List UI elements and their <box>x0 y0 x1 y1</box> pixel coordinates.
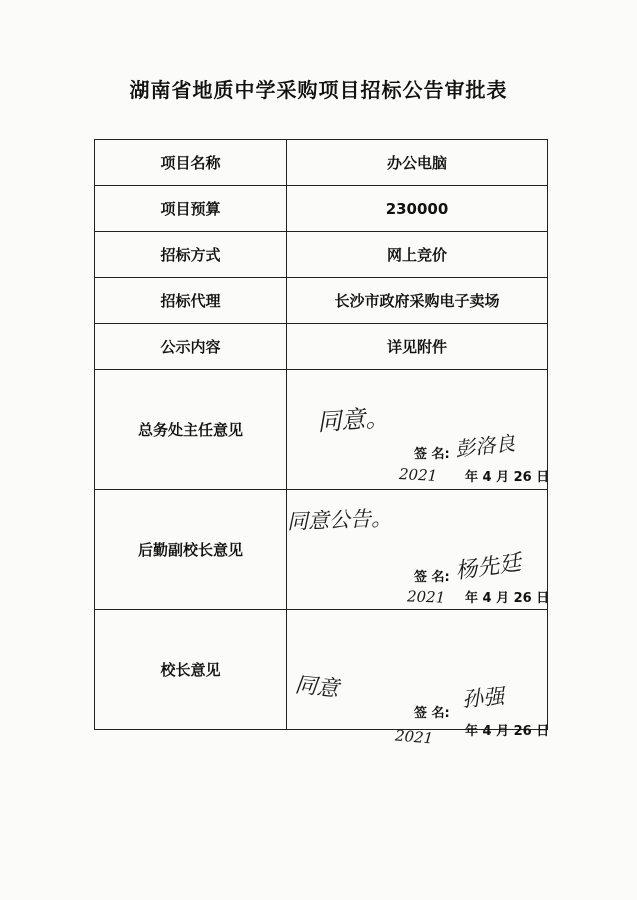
table-row <box>95 232 548 278</box>
row-label: 招标方式 <box>95 232 287 278</box>
form-title: 湖南省地质中学采购项目招标公告审批表 <box>129 78 508 102</box>
row-value: 230000 <box>287 186 548 232</box>
handwritten-signature: 杨先廷 <box>453 550 523 585</box>
approval-form-table <box>94 139 550 748</box>
handwritten-year: 2021 <box>398 465 438 485</box>
approval-date: 年 4 月 26 日 <box>465 591 550 606</box>
approval-date: 年 4 月 26 日 <box>465 724 550 739</box>
handwritten-signature: 彭洛良 <box>454 430 517 462</box>
row-label: 项目预算 <box>95 186 287 232</box>
handwritten-comment: 同意公告。 <box>286 506 393 534</box>
handwritten-year: 2021 <box>394 726 434 748</box>
row-label: 公示内容 <box>95 324 287 370</box>
approval-row-principal <box>95 610 548 730</box>
sign-label: 签 名: <box>414 447 450 462</box>
row-value: 办公电脑 <box>287 140 548 186</box>
sign-label: 签 名: <box>414 706 450 721</box>
approval-label: 总务处主任意见 <box>95 370 287 490</box>
approval-cell <box>287 490 548 610</box>
table-row <box>95 324 548 370</box>
approval-cell <box>287 370 548 490</box>
table-row <box>95 278 548 324</box>
table-row <box>95 140 548 186</box>
row-value: 网上竞价 <box>287 232 548 278</box>
table-row <box>95 186 548 232</box>
approval-cell <box>287 610 550 748</box>
approval-label: 后勤副校长意见 <box>95 490 287 610</box>
approval-label: 校长意见 <box>95 610 287 730</box>
row-value: 长沙市政府采购电子卖场 <box>287 278 548 324</box>
handwritten-comment: 同意 <box>293 672 340 703</box>
approval-row-vice-principal <box>95 490 548 610</box>
approval-row-director <box>95 370 548 490</box>
handwritten-comment: 同意。 <box>316 403 391 437</box>
handwritten-signature: 孙强 <box>461 684 506 712</box>
row-value: 详见附件 <box>287 324 548 370</box>
row-label: 项目名称 <box>95 140 287 186</box>
handwritten-year: 2021 <box>406 587 446 607</box>
sign-label: 签 名: <box>414 570 450 585</box>
row-label: 招标代理 <box>95 278 287 324</box>
approval-date: 年 4 月 26 日 <box>465 470 550 485</box>
